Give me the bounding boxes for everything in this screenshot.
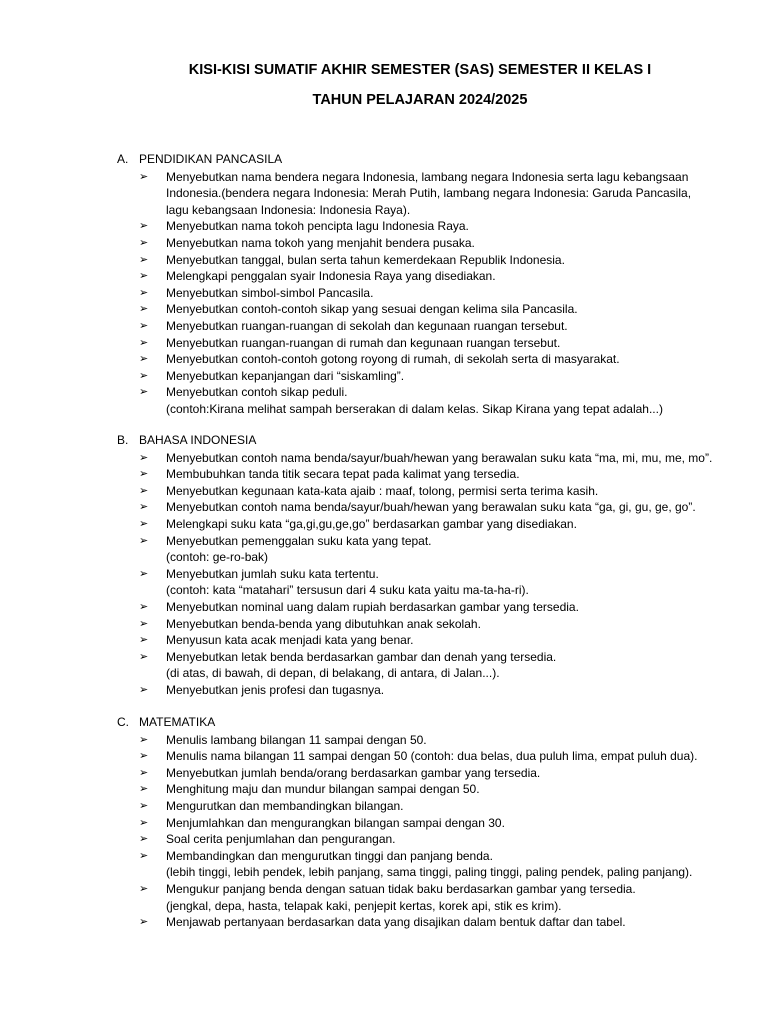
list-item-text: (lebih tinggi, lebih pendek, lebih panjang, sama tinggi, paling tinggi, paling pendek, paling panjang). [166,865,693,880]
list-item-text: Menyebutkan kepanjangan dari “siskamling”. [166,368,405,383]
arrowhead-bullet-icon: ➢ [139,849,149,862]
list-item [0,848,768,881]
section-heading-text: MATEMATIKA [139,715,216,729]
list-item-text: Menyebutkan contoh sikap peduli. [166,385,348,400]
arrowhead-bullet-icon: ➢ [139,468,149,481]
arrowhead-bullet-icon: ➢ [139,484,149,497]
list-item-text: Menyebutkan nominal uang dalam rupiah berdasarkan gambar yang tersedia. [166,599,579,614]
bullet-list [0,732,768,931]
list-item-text: Menyebutkan jumlah benda/orang berdasarkan gambar yang tersedia. [166,765,541,780]
list-item [0,450,768,467]
list-item [0,169,768,219]
list-item [0,499,768,516]
list-item-text: (contoh: ge-ro-bak) [166,550,269,565]
section-letter: A. [117,152,129,166]
list-item [0,384,768,417]
list-item [0,285,768,302]
list-item-text: Menyebutkan contoh-contoh sikap yang sesuai dengan kelima sila Pancasila. [166,302,578,317]
list-item-text: Menyusun kata acak menjadi kata yang benar. [166,633,414,648]
list-item-text: Indonesia.(bendera negara Indonesia: Merah Putih, lambang negara Indonesia: Garuda Pancasila, [166,186,692,201]
arrowhead-bullet-icon: ➢ [139,336,149,349]
section-heading [117,152,282,166]
list-item-text: Menyebutkan nama bendera negara Indonesia, lambang negara Indonesia serta lagu kebangsaan [166,169,689,184]
arrowhead-bullet-icon: ➢ [139,833,149,846]
list-item [0,218,768,235]
list-item [0,301,768,318]
list-item [0,483,768,500]
list-item-text: Membubuhkan tanda titik secara tepat pada kalimat yang tersedia. [166,467,520,482]
list-item [0,616,768,633]
list-item-text: Menyebutkan ruangan-ruangan di rumah dan kegunaan ruangan tersebut. [166,335,561,350]
list-item-text: Menyebutkan benda-benda yang dibutuhkan anak sekolah. [166,616,481,631]
list-item-text: Menyebutkan letak benda berdasarkan gambar dan denah yang tersedia. [166,649,557,664]
list-item [0,368,768,385]
arrowhead-bullet-icon: ➢ [139,799,149,812]
list-item-text: Menghitung maju dan mundur bilangan sampai dengan 50. [166,782,480,797]
list-item [0,268,768,285]
list-item-text: Menyebutkan contoh nama benda/sayur/buah/hewan yang berawalan suku kata “ga, gi, gu, ge, go”. [166,500,696,515]
section-heading-text: BAHASA INDONESIA [139,433,257,447]
list-item-text: Menyebutkan nama tokoh pencipta lagu Indonesia Raya. [166,219,469,234]
arrowhead-bullet-icon: ➢ [139,170,149,183]
list-item [0,649,768,682]
list-item-text: (contoh: kata “matahari” tersusun dari 4 suku kata yaitu ma-ta-ha-ri). [166,583,529,598]
section-letter: C. [117,715,129,729]
list-item-text: Menyebutkan jenis profesi dan tugasnya. [166,682,385,697]
list-item-text: Menyebutkan simbol-simbol Pancasila. [166,285,374,300]
list-item-text: Menyebutkan kegunaan kata-kata ajaib : maaf, tolong, permisi serta terima kasih. [166,483,599,498]
document-title: KISI-KISI SUMATIF AKHIR SEMESTER (SAS) SEMESTER II KELAS I [188,62,652,78]
list-item [0,732,768,749]
list-item-text: Menyebutkan ruangan-ruangan di sekolah dan kegunaan ruangan tersebut. [166,318,568,333]
list-item [0,252,768,269]
arrowhead-bullet-icon: ➢ [139,386,149,399]
list-item-text: Menyebutkan contoh-contoh gotong royong di rumah, di sekolah serta di masyarakat. [166,352,620,367]
list-item-text: (di atas, di bawah, di depan, di belakang, di antara, di Jalan...). [166,666,500,681]
list-item-text: Soal cerita penjumlahan dan pengurangan. [166,832,396,847]
arrowhead-bullet-icon: ➢ [139,236,149,249]
arrowhead-bullet-icon: ➢ [139,253,149,266]
arrowhead-bullet-icon: ➢ [139,816,149,829]
arrowhead-bullet-icon: ➢ [139,783,149,796]
list-item-text: Menulis nama bilangan 11 sampai dengan 50 (contoh: dua belas, dua puluh lima, empat puluh dua). [166,749,698,764]
list-item-text: Mengurutkan dan membandingkan bilangan. [166,798,404,813]
list-item [0,914,768,931]
bullet-list [0,169,768,418]
arrowhead-bullet-icon: ➢ [139,916,149,929]
list-item [0,466,768,483]
arrowhead-bullet-icon: ➢ [139,319,149,332]
arrowhead-bullet-icon: ➢ [139,882,149,895]
list-item [0,798,768,815]
list-item-text: Melengkapi suku kata “ga,gi,gu,ge,go” berdasarkan gambar yang disediakan. [166,516,577,531]
list-item [0,815,768,832]
section-heading [117,715,215,729]
arrowhead-bullet-icon: ➢ [139,303,149,316]
list-item [0,533,768,566]
list-item [0,682,768,699]
list-item-text: Menyebutkan pemenggalan suku kata yang tepat. [166,533,432,548]
list-item-text: Melengkapi penggalan syair Indonesia Raya yang disediakan. [166,269,496,284]
arrowhead-bullet-icon: ➢ [139,567,149,580]
list-item-text: Menyebutkan jumlah suku kata tertentu. [166,566,379,581]
list-item-text: Mengukur panjang benda dengan satuan tidak baku berdasarkan gambar yang tersedia. [166,881,636,896]
arrowhead-bullet-icon: ➢ [139,286,149,299]
arrowhead-bullet-icon: ➢ [139,766,149,779]
list-item [0,765,768,782]
list-item-text: lagu kebangsaan Indonesia: Indonesia Raya). [166,202,411,217]
list-item-text: Membandingkan dan mengurutkan tinggi dan panjang benda. [166,848,493,863]
list-item [0,235,768,252]
list-item-text: Menyebutkan tanggal, bulan serta tahun kemerdekaan Republik Indonesia. [166,252,565,267]
list-item-text: Menjumlahkan dan mengurangkan bilangan sampai dengan 30. [166,815,505,830]
arrowhead-bullet-icon: ➢ [139,683,149,696]
section-letter: B. [117,433,129,447]
list-item-text: (contoh:Kirana melihat sampah berserakan di dalam kelas. Sikap Kirana yang tepat adalah...) [166,401,663,416]
arrowhead-bullet-icon: ➢ [139,634,149,647]
list-item-text: Menyebutkan contoh nama benda/sayur/buah/hewan yang berawalan suku kata “ma, mi, mu, me, mo”. [166,450,713,465]
list-item [0,599,768,616]
arrowhead-bullet-icon: ➢ [139,451,149,464]
arrowhead-bullet-icon: ➢ [139,270,149,283]
document-subtitle: TAHUN PELAJARAN 2024/2025 [312,92,528,108]
list-item-text: Menulis lambang bilangan 11 sampai dengan 50. [166,732,427,747]
arrowhead-bullet-icon: ➢ [139,617,149,630]
arrowhead-bullet-icon: ➢ [139,353,149,366]
arrowhead-bullet-icon: ➢ [139,750,149,763]
arrowhead-bullet-icon: ➢ [139,600,149,613]
arrowhead-bullet-icon: ➢ [139,501,149,514]
arrowhead-bullet-icon: ➢ [139,534,149,547]
list-item [0,351,768,368]
list-item [0,781,768,798]
arrowhead-bullet-icon: ➢ [139,369,149,382]
arrowhead-bullet-icon: ➢ [139,517,149,530]
list-item [0,566,768,599]
list-item [0,632,768,649]
bullet-list [0,450,768,699]
list-item [0,831,768,848]
arrowhead-bullet-icon: ➢ [139,733,149,746]
list-item [0,748,768,765]
list-item-text: Menyebutkan nama tokoh yang menjahit bendera pusaka. [166,235,475,250]
list-item-text: (jengkal, depa, hasta, telapak kaki, penjepit kertas, korek api, stik es krim). [166,898,562,913]
section-heading [117,433,256,447]
list-item-text: Menjawab pertanyaan berdasarkan data yang disajikan dalam bentuk daftar dan tabel. [166,915,626,930]
section-heading-text: PENDIDIKAN PANCASILA [139,152,283,166]
list-item [0,318,768,335]
arrowhead-bullet-icon: ➢ [139,650,149,663]
arrowhead-bullet-icon: ➢ [139,220,149,233]
list-item [0,516,768,533]
list-item [0,335,768,352]
list-item [0,881,768,914]
